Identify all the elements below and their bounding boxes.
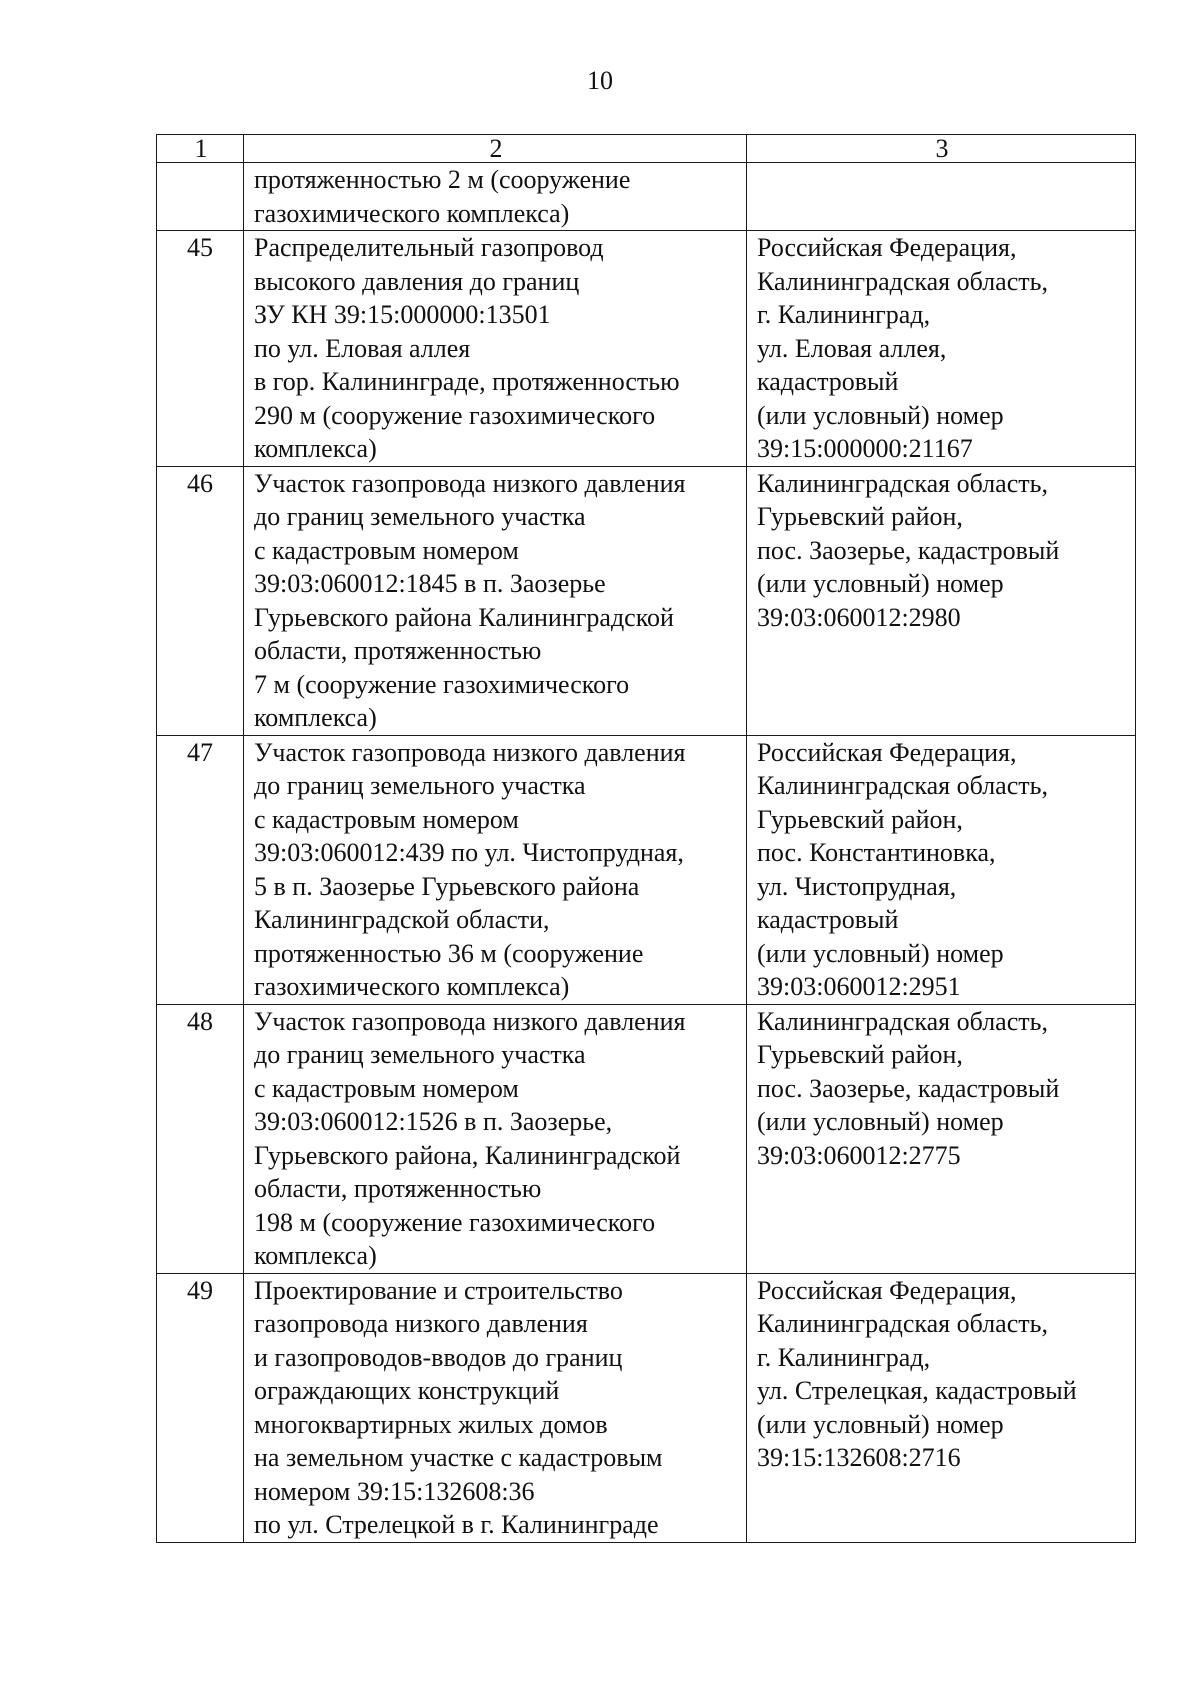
table-row <box>157 735 1136 1004</box>
column-header-description: 2 <box>244 135 747 163</box>
row-address: Российская Федерация, Калининградская область, г. Калининград, ул. Еловая аллея, кадастровый (или условный) номер 39:15:000000:21167 <box>747 231 1136 467</box>
table-header-row <box>157 135 1136 163</box>
row-address <box>747 163 1136 231</box>
row-description: Распределительный газопровод высокого давления до границ ЗУ КН 39:15:000000:13501 по ул. Еловая аллея в гор. Калининграде, протяженностью 290 м (сооружение газохимического комплекса) <box>244 231 747 467</box>
table-row <box>157 231 1136 467</box>
row-number: 48 <box>157 1004 244 1273</box>
property-table <box>156 134 1136 1543</box>
column-header-address: 3 <box>747 135 1136 163</box>
row-number: 47 <box>157 735 244 1004</box>
row-description: протяженностью 2 м (сооружение газохимического комплекса) <box>244 163 747 231</box>
row-description: Проектирование и строительство газопровода низкого давления и газопроводов-вводов до границ ограждающих конструкций многоквартирных жилых домов на земельном участке с кадастровым номером 39:15:132608:36 по ул. Стрелецкой в г. Калининграде <box>244 1273 747 1542</box>
row-address: Российская Федерация, Калининградская область, г. Калининград, ул. Стрелецкая, кадастровый (или условный) номер 39:15:132608:2716 <box>747 1273 1136 1542</box>
row-address: Российская Федерация, Калининградская область, Гурьевский район, пос. Константиновка, ул. Чистопрудная, кадастровый (или условный) номер 39:03:060012:2951 <box>747 735 1136 1004</box>
row-description: Участок газопровода низкого давления до границ земельного участка с кадастровым номером 39:03:060012:439 по ул. Чистопрудная, 5 в п. Заозерье Гурьевского района Калининградской области, протяженностью 36 м (сооружение газохимического комплекса) <box>244 735 747 1004</box>
row-number <box>157 163 244 231</box>
page-number: 10 <box>587 66 613 95</box>
table-row <box>157 1004 1136 1273</box>
table-row <box>157 1273 1136 1542</box>
table-row <box>157 163 1136 231</box>
row-number: 45 <box>157 231 244 467</box>
row-description: Участок газопровода низкого давления до границ земельного участка с кадастровым номером 39:03:060012:1526 в п. Заозерье, Гурьевского района, Калининградской области, протяженностью 198 м (сооружение газохимического комплекса) <box>244 1004 747 1273</box>
column-header-number: 1 <box>157 135 244 163</box>
row-number: 46 <box>157 466 244 735</box>
table-row <box>157 466 1136 735</box>
row-description: Участок газопровода низкого давления до границ земельного участка с кадастровым номером 39:03:060012:1845 в п. Заозерье Гурьевского района Калининградской области, протяженностью 7 м (сооружение газохимического комплекса) <box>244 466 747 735</box>
row-address: Калининградская область, Гурьевский район, пос. Заозерье, кадастровый (или условный) номер 39:03:060012:2775 <box>747 1004 1136 1273</box>
row-number: 49 <box>157 1273 244 1542</box>
row-address: Калининградская область, Гурьевский район, пос. Заозерье, кадастровый (или условный) номер 39:03:060012:2980 <box>747 466 1136 735</box>
